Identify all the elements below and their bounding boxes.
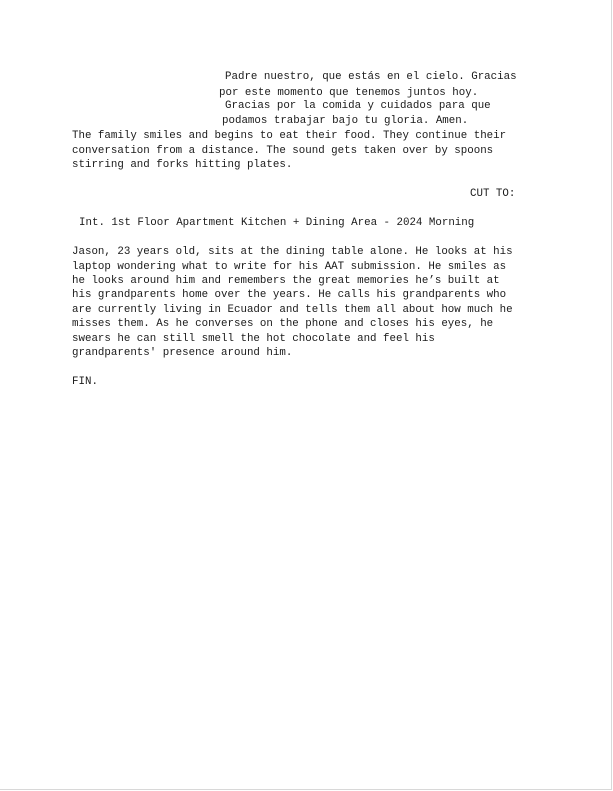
action-line: he looks around him and remembers the great memories he’s built at [72,275,500,287]
scene-heading: Int. 1st Floor Apartment Kitchen + Dining Area - 2024 Morning [79,217,475,229]
action-line: his grandparents home over the years. He calls his grandparents who [72,289,507,301]
action-line: Jason, 23 years old, sits at the dining table alone. He looks at his [72,246,513,258]
dialogue-line: por este momento que tenemos juntos hoy. [219,87,479,99]
action-line: stirring and forks hitting plates. [72,159,293,171]
ending-label: FIN. [72,376,98,388]
dialogue-line: Gracias por la comida y cuidados para que [225,100,491,112]
action-line: are currently living in Ecuador and tells them all about how much he [72,304,513,316]
action-line: misses them. As he converses on the phone and closes his eyes, he [72,318,494,330]
action-line: The family smiles and begins to eat their food. They continue their [72,130,507,142]
action-line: laptop wondering what to write for his AAT submission. He smiles as [72,261,507,273]
dialogue-line: podamos trabajar bajo tu gloria. Amen. [222,115,469,127]
action-line: swears he can still smell the hot chocolate and feel his [72,333,435,345]
transition: CUT TO: [470,188,516,200]
action-line: grandparents' presence around him. [72,347,293,359]
dialogue-line: Padre nuestro, que estás en el cielo. Gracias [225,71,517,83]
action-line: conversation from a distance. The sound gets taken over by spoons [72,145,494,157]
